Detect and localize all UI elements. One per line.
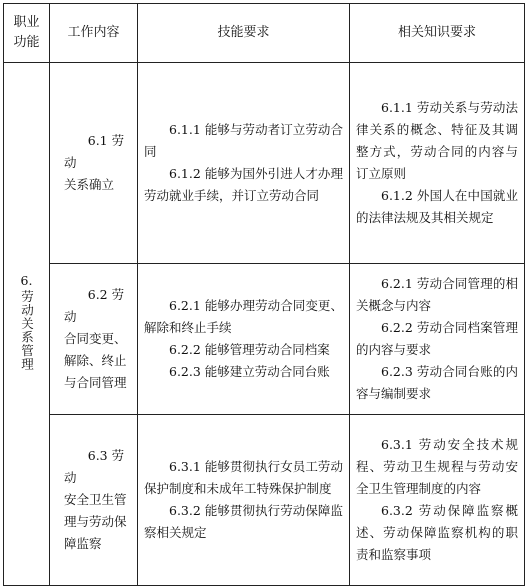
work-content-line2: 安全卫生管理与劳动保障监察 <box>64 492 127 551</box>
work-content-cell <box>50 63 138 264</box>
work-content-line1: 6.3 劳动 <box>64 448 125 485</box>
function-name: 劳动关系管理 <box>19 290 35 371</box>
skills-table <box>3 3 525 586</box>
knowledge-cell <box>350 63 525 264</box>
work-content-line2: 关系确立 <box>64 177 115 192</box>
table-row <box>4 264 525 415</box>
skill-item: 6.1.1 能够与劳动者订立劳动合同 <box>144 122 343 159</box>
skill-item: 6.3.1 能够贯彻执行女员工劳动保护制度和未成年工特殊保护制度 <box>144 459 343 496</box>
document-page <box>3 3 525 586</box>
skills-cell <box>138 63 350 264</box>
header-skills: 技能要求 <box>138 4 350 63</box>
table-row <box>4 415 525 586</box>
header-function-line1: 职业 <box>13 15 40 30</box>
header-knowledge: 相关知识要求 <box>350 4 525 63</box>
work-content-line1: 6.2 劳动 <box>64 287 125 324</box>
knowledge-cell <box>350 415 525 586</box>
knowledge-item: 6.2.1 劳动合同管理的相关概念与内容 <box>356 276 518 313</box>
skill-item: 6.2.3 能够建立劳动合同台账 <box>169 364 330 379</box>
table-header-row <box>4 4 525 63</box>
skill-item: 6.2.1 能够办理劳动合同变更、解除和终止手续 <box>144 298 343 335</box>
skill-item: 6.3.2 能够贯彻执行劳动保障监察相关规定 <box>144 503 343 540</box>
knowledge-item: 6.3.1 劳动安全技术规程、劳动卫生规程与劳动安全卫生管理制度的内容 <box>356 437 518 496</box>
knowledge-item: 6.2.3 劳动合同台账的内容与编制要求 <box>356 364 518 401</box>
header-function-line2: 功能 <box>13 35 40 50</box>
work-content-cell <box>50 415 138 586</box>
skill-item: 6.2.2 能够管理劳动合同档案 <box>169 342 330 357</box>
knowledge-item: 6.1.2 外国人在中国就业的法律法规及其相关规定 <box>356 188 518 225</box>
header-work-content: 工作内容 <box>50 4 138 63</box>
work-content-line1: 6.1 劳动 <box>64 133 125 170</box>
knowledge-item: 6.3.2 劳动保障监察概述、劳动保障监察机构的职责和监察事项 <box>356 503 518 562</box>
work-content-cell <box>50 264 138 415</box>
work-content-line2: 合同变更、解除、终止与合同管理 <box>64 331 127 390</box>
skill-item: 6.1.2 能够为国外引进人才办理劳动就业手续，并订立劳动合同 <box>144 166 343 203</box>
function-number: 6. <box>20 273 33 288</box>
skills-cell <box>138 264 350 415</box>
knowledge-item: 6.2.2 劳动合同档案管理的内容与要求 <box>356 320 518 357</box>
header-function <box>4 4 50 63</box>
knowledge-cell <box>350 264 525 415</box>
knowledge-item: 6.1.1 劳动关系与劳动法律关系的概念、特征及其调整方式，劳动合同的内容与订立原则 <box>356 100 518 181</box>
skills-cell <box>138 415 350 586</box>
function-cell <box>4 63 50 586</box>
table-row <box>4 63 525 264</box>
